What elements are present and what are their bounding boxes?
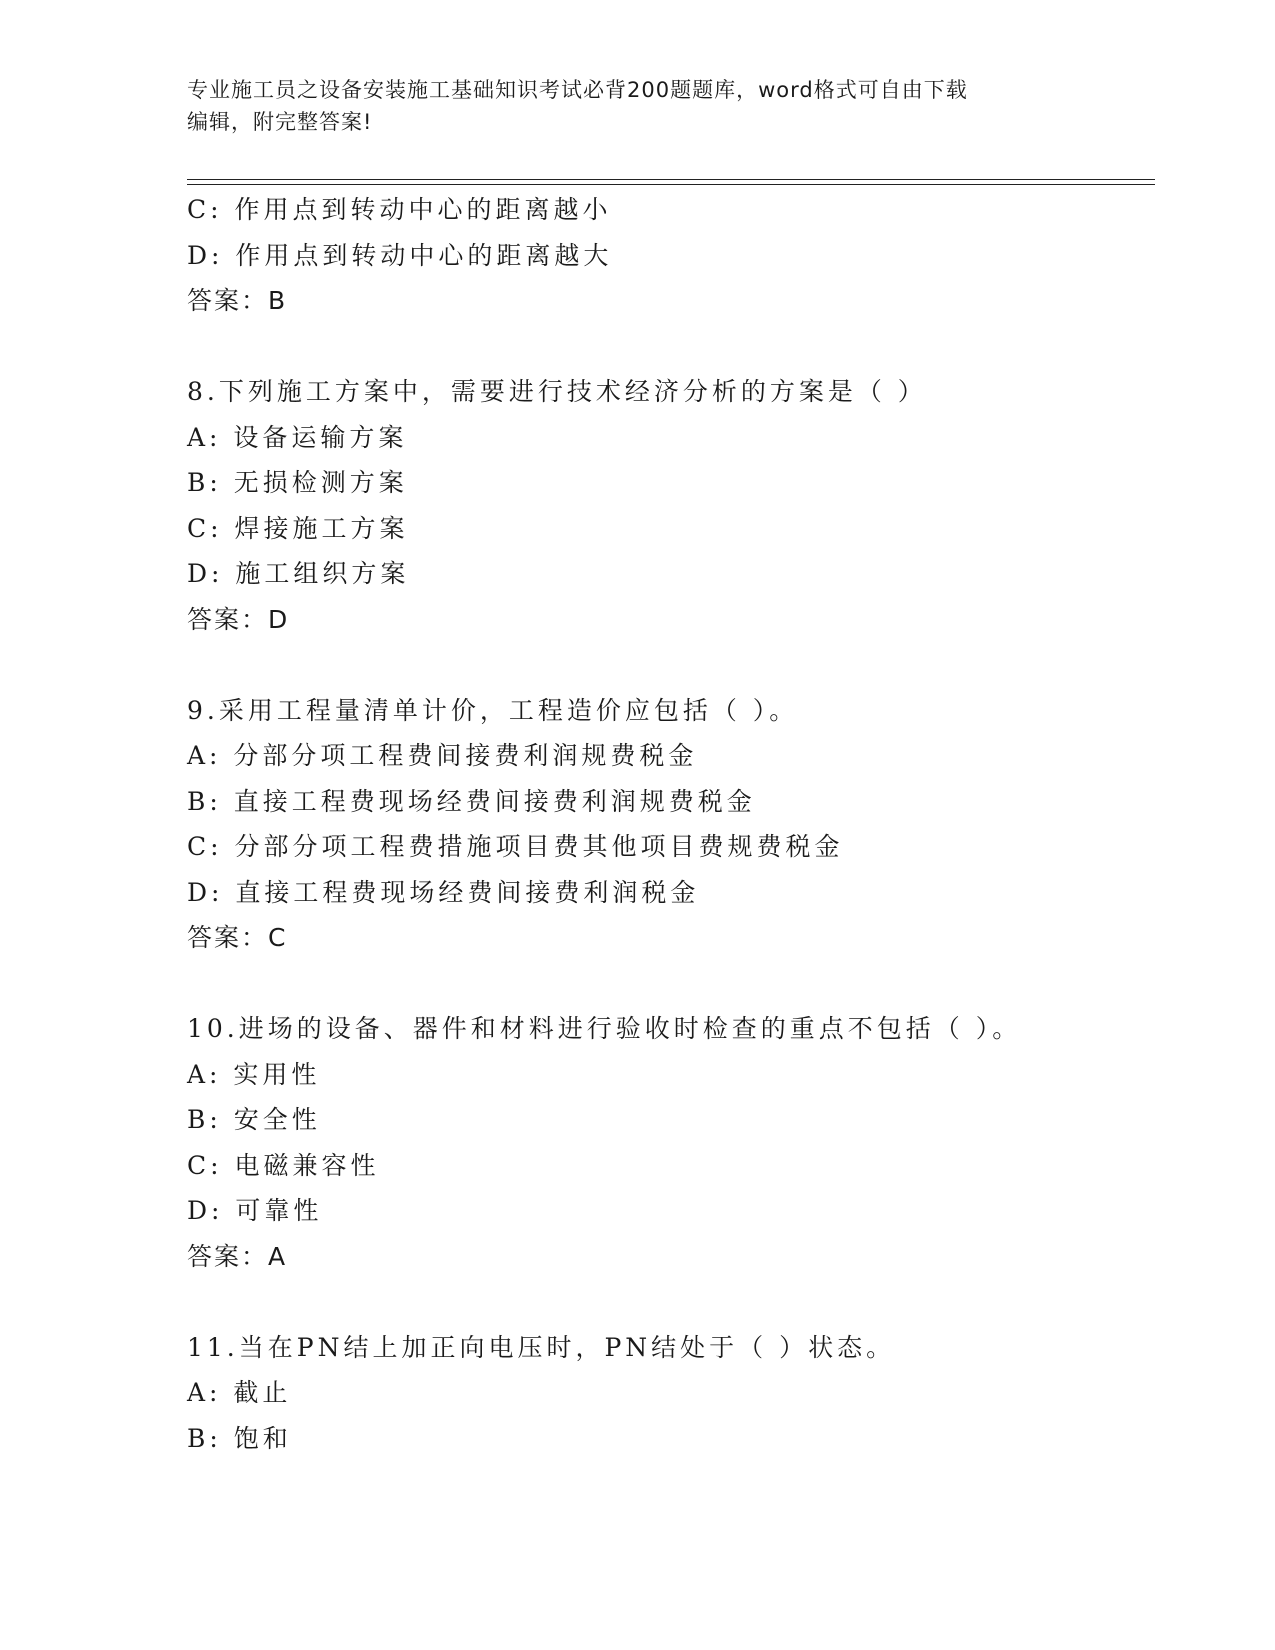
option-b: B: 饱和: [187, 1423, 292, 1453]
option-c: C: 电磁兼容性: [187, 1150, 380, 1180]
option-d: D: 可靠性: [187, 1196, 323, 1225]
header-title-line-2: 编辑，附完整答案!: [187, 110, 373, 134]
option-c: C: 分部分项工程费措施项目费其他项目费规费税金: [187, 832, 844, 861]
option-a: A: 截止: [187, 1378, 292, 1407]
option-b: B: 直接工程费现场经费间接费利润规费税金: [187, 786, 756, 816]
question-stem: 8.下列施工方案中，需要进行技术经济分析的方案是（ ）: [187, 377, 927, 406]
question-7-continued: [187, 187, 1155, 324]
question-8: [187, 369, 1155, 642]
answer-label: 答案：C: [187, 923, 288, 952]
option-a: A: 设备运输方案: [187, 422, 408, 452]
option-b: B: 无损检测方案: [187, 468, 408, 497]
document-header: [187, 74, 1087, 138]
question-list: [187, 187, 1155, 1461]
option-a: A: 实用性: [187, 1059, 321, 1089]
spacer: [187, 324, 1155, 370]
question-11: [187, 1325, 1155, 1462]
header-title-line-1: 专业施工员之设备安装施工基础知识考试必背200题题库，word格式可自由下载: [187, 78, 968, 102]
option-d: D: 直接工程费现场经费间接费利润税金: [187, 877, 700, 907]
spacer: [187, 961, 1155, 1007]
option-c: C: 作用点到转动中心的距离越小: [187, 195, 612, 224]
option-a: A: 分部分项工程费间接费利润规费税金: [187, 741, 698, 770]
question-10: [187, 1006, 1155, 1279]
option-d: D: 施工组织方案: [187, 559, 410, 588]
answer-label: 答案：B: [187, 286, 288, 315]
header-rule-top: [187, 179, 1155, 180]
question-9: [187, 688, 1155, 961]
spacer: [187, 1279, 1155, 1325]
answer-label: 答案：D: [187, 604, 290, 634]
option-d: D: 作用点到转动中心的距离越大: [187, 240, 613, 270]
option-b: B: 安全性: [187, 1105, 321, 1134]
question-stem: 11.当在PN结上加正向电压时，PN结处于（ ）状态。: [187, 1332, 896, 1362]
question-stem: 10.进场的设备、器件和材料进行验收时检查的重点不包括（ ）。: [187, 1014, 1022, 1043]
answer-label: 答案：A: [187, 1241, 288, 1271]
spacer: [187, 642, 1155, 688]
question-stem: 9.采用工程量清单计价，工程造价应包括（ ）。: [187, 695, 799, 725]
option-c: C: 焊接施工方案: [187, 513, 409, 543]
header-rule-bottom: [187, 184, 1155, 185]
